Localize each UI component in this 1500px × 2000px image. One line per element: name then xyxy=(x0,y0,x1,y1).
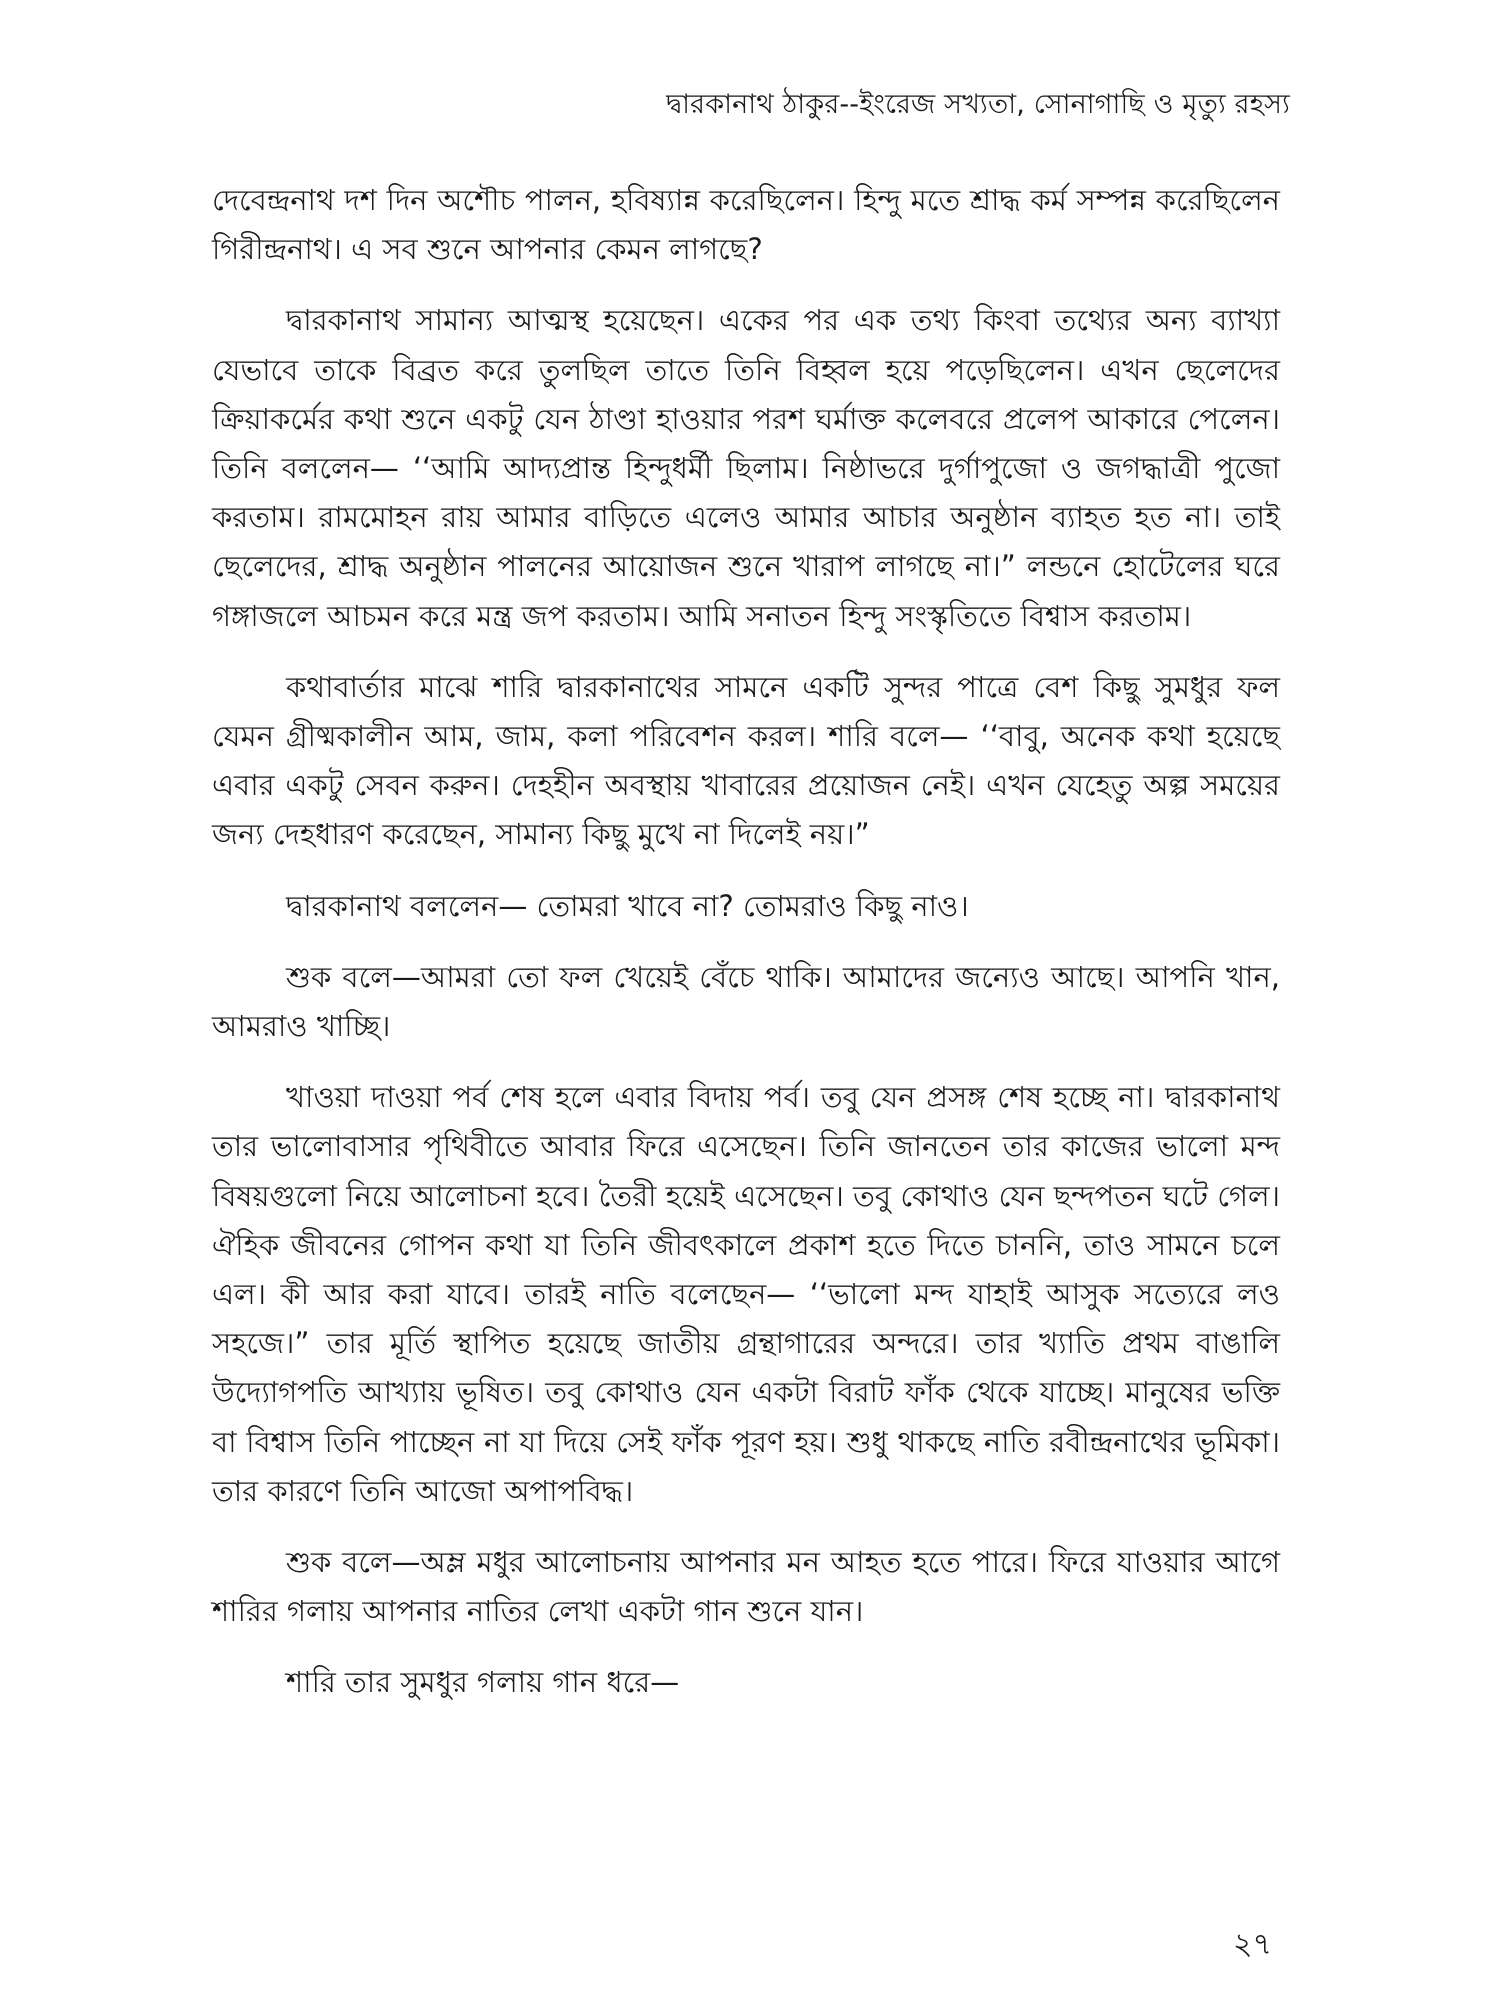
paragraph: দ্বারকানাথ বললেন— তোমরা খাবে না? তোমরাও কিছু নাও। xyxy=(286,888,969,923)
body-text xyxy=(212,176,1280,1730)
paragraph: খাওয়া দাওয়া পর্ব শেষ হলে এবার বিদায় পর্ব। তবু যেন প্রসঙ্গ শেষ হচ্ছে না। দ্বারকানাথ তার ভালোবাসার পৃথিবীতে আবার ফিরে এসেছেন। তিনি জানতেন তার কাজের ভালো মন্দ বিষয়গুলো নিয়ে আলোচনা হবে। তৈরী হয়েই এসেছেন। তবু কোথাও যেন ছন্দপতন ঘটে গেল। ঐহিক জীবনের গোপন কথা যা তিনি জীবৎকালে প্রকাশ হতে দিতে চাননি, তাও সামনে চলে এল। কী আর করা যাবে। তারই নাতি বলেছেন— ‘‘ভালো মন্দ যাহাই আসুক সত্যেরে লও সহজে।” তার মূর্তি স্থাপিত হয়েছে জাতীয় গ্রন্থাগারের অন্দরে। তার খ্যাতি প্রথম বাঙালি উদ্যোগপতি আখ্যায় ভূষিত। তবু কোথাও যেন একটা বিরাট ফাঁক থেকে যাচ্ছে। মানুষের ভক্তি বা বিশ্বাস তিনি পাচ্ছেন না যা দিয়ে সেই ফাঁক পূরণ হয়। শুধু থাকছে নাতি রবীন্দ্রনাথের ভূমিকা। তার কারণে তিনি আজো অপাপবিদ্ধ। xyxy=(212,1080,1280,1508)
paragraph: শুক বলে—অম্ল মধুর আলোচনায় আপনার মন আহত হতে পারে। ফিরে যাওয়ার আগে শারির গলায় আপনার নাতির লেখা একটা গান শুনে যান। xyxy=(212,1545,1280,1629)
paragraph: কথাবার্তার মাঝে শারি দ্বারকানাথের সামনে একটি সুন্দর পাত্রে বেশ কিছু সুমধুর ফল যেমন গ্রীষ্মকালীন আম, জাম, কলা পরিবেশন করল। শারি বলে— ‘‘বাবু, অনেক কথা হয়েছে এবার একটু সেবন করুন। দেহহীন অবস্থায় খাবারের প্রয়োজন নেই। এখন যেহেতু অল্প সময়ের জন্য দেহধারণ করেছেন, সামান্য কিছু মুখে না দিলেই নয়।” xyxy=(212,669,1280,852)
paragraph: শুক বলে—আমরা তো ফল খেয়েই বেঁচে থাকি। আমাদের জন্যেও আছে। আপনি খান, আমরাও খাচ্ছি। xyxy=(212,959,1280,1044)
paragraph: দেবেন্দ্রনাথ দশ দিন অশৌচ পালন, হবিষ্যান্ন করেছিলেন। হিন্দু মতে শ্রাদ্ধ কর্ম সম্পন্ন করেছিলেন গিরীন্দ্রনাথ। এ সব শুনে আপনার কেমন লাগছে? xyxy=(212,183,1280,267)
page-number: ২৭ xyxy=(1232,1927,1272,1962)
paragraph: শারি তার সুমধুর গলায় গান ধরে— xyxy=(286,1665,680,1700)
paragraph: দ্বারকানাথ সামান্য আত্মস্থ হয়েছেন। একের পর এক তথ্য কিংবা তথ্যের অন্য ব্যাখ্যা যেভাবে তাকে বিব্রত করে তুলছিল তাতে তিনি বিহ্বল হয়ে পড়েছিলেন। এখন ছেলেদের ক্রিয়াকর্মের কথা শুনে একটু যেন ঠাণ্ডা হাওয়ার পরশ ঘর্মাক্ত কলেবরে প্রলেপ আকারে পেলেন। তিনি বললেন— ‘‘আমি আদ্যপ্রান্ত হিন্দুধর্মী ছিলাম। নিষ্ঠাভরে দুর্গাপুজো ও জগদ্ধাত্রী পুজো করতাম। রামমোহন রায় আমার বাড়িতে এলেও আমার আচার অনুষ্ঠান ব্যাহত হত না। তাই ছেলেদের, শ্রাদ্ধ অনুষ্ঠান পালনের আয়োজন শুনে খারাপ লাগছে না।” লন্ডনে হোটেলের ঘরে গঙ্গাজলে আচমন করে মন্ত্র জপ করতাম। আমি সনাতন হিন্দু সংস্কৃতিতে বিশ্বাস করতাম। xyxy=(212,303,1280,633)
running-header: দ্বারকানাথ ঠাকুর--ইংরেজ সখ্যতা, সোনাগাছি ও মৃত্যু রহস্য xyxy=(666,89,1290,120)
